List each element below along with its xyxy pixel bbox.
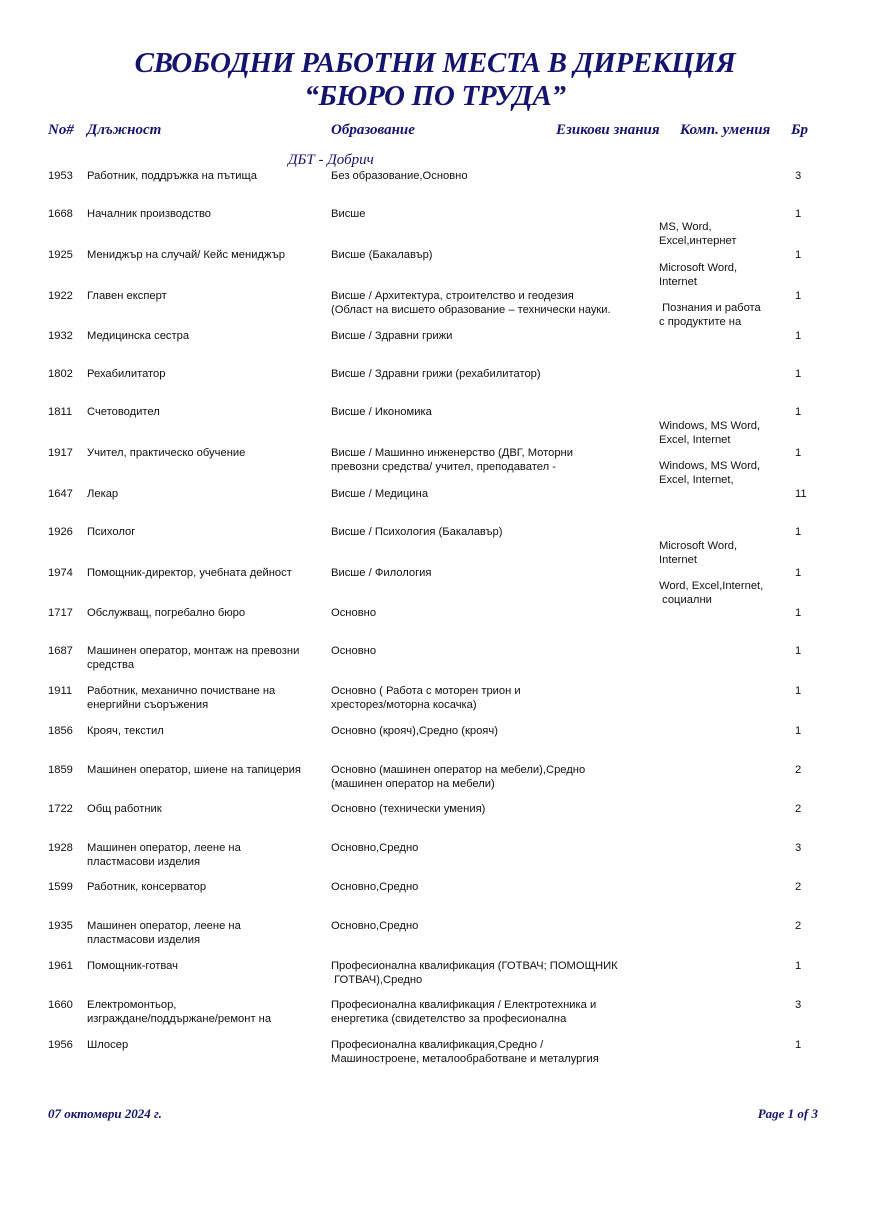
- column-header-count: Бр: [791, 122, 809, 138]
- row-count: 1: [795, 960, 802, 972]
- row-number: 1953: [48, 170, 73, 182]
- row-education: Основно ( Работа с моторен трион и хресторез/моторна косачка): [331, 685, 521, 711]
- row-position: Работник, поддръжка на пътища: [87, 170, 257, 182]
- row-count: 1: [795, 447, 802, 459]
- row-position: Общ работник: [87, 803, 162, 815]
- row-position: Машинен оператор, леене на пластмасови изделия: [87, 920, 241, 946]
- row-position: Началник производство: [87, 208, 212, 220]
- row-position: Мениджър на случай/ Кейс мениджър: [87, 249, 285, 261]
- row-education: Висше / Икономика: [331, 406, 432, 418]
- row-number: 1668: [48, 208, 73, 220]
- footer-date: 07 октомври 2024 г.: [48, 1106, 162, 1121]
- row-number: 1660: [48, 999, 73, 1011]
- row-number: 1811: [48, 406, 73, 418]
- row-number: 1917: [48, 447, 73, 459]
- row-position: Помощник-готвач: [87, 960, 178, 972]
- row-position: Рехабилитатор: [87, 368, 166, 380]
- row-count: 1: [795, 406, 802, 418]
- row-education: Основно: [331, 607, 377, 619]
- row-count: 1: [795, 725, 802, 737]
- row-number: 1911: [48, 685, 73, 697]
- row-position: Крояч, текстил: [87, 725, 164, 737]
- computer-skills-note: Windows, MS Word, Excel, Internet: [659, 420, 761, 446]
- row-position: Психолог: [87, 526, 136, 538]
- row-count: 1: [795, 1039, 802, 1051]
- row-number: 1687: [48, 645, 73, 657]
- row-position: Машинен оператор, монтаж на превозни средства: [87, 645, 300, 671]
- row-position: Работник, консерватор: [87, 881, 207, 893]
- row-position: Електромонтьор, изграждане/поддържане/ремонт на: [87, 999, 272, 1025]
- computer-skills-note: Microsoft Word, Internet: [659, 540, 738, 566]
- row-position: Машинен оператор, шиене на тапицерия: [87, 764, 301, 776]
- footer-page-number: Page 1 of 3: [757, 1106, 818, 1121]
- row-position: Медицинска сестра: [87, 330, 190, 342]
- row-number: 1859: [48, 764, 73, 776]
- row-count: 3: [795, 170, 802, 182]
- row-education: Без образование,Основно: [331, 170, 468, 182]
- row-count: 1: [795, 567, 802, 579]
- column-header-education: Образование: [331, 122, 415, 138]
- page-title-line1: СВОБОДНИ РАБОТНИ МЕСТА В ДИРЕКЦИЯ: [134, 47, 736, 79]
- row-count: 1: [795, 330, 802, 342]
- row-education: Висше / Медицина: [331, 488, 429, 500]
- row-count: 1: [795, 607, 802, 619]
- row-count: 1: [795, 685, 802, 697]
- row-number: 1802: [48, 368, 73, 380]
- row-count: 2: [795, 803, 802, 815]
- row-number: 1599: [48, 881, 73, 893]
- row-education: Висше (Бакалавър): [331, 249, 433, 261]
- row-education: Висше / Филология: [331, 567, 432, 579]
- computer-skills-note: Word, Excel,Internet, социални: [659, 580, 764, 606]
- row-number: 1722: [48, 803, 73, 815]
- row-number: 1932: [48, 330, 73, 342]
- row-education: Основно (крояч),Средно (крояч): [331, 725, 498, 737]
- row-education: Висше / Здравни грижи: [331, 330, 453, 342]
- row-education: Висше / Архитектура, строителство и геодезия (Област на висшето образование – технически науки.: [331, 290, 611, 316]
- row-count: 3: [795, 842, 802, 854]
- row-education: Основно,Средно: [331, 920, 419, 932]
- row-number: 1974: [48, 567, 73, 579]
- row-position: Работник, механично почистване на енергийни съоръжения: [87, 685, 276, 711]
- row-position: Лекар: [87, 488, 119, 500]
- row-position: Машинен оператор, леене на пластмасови изделия: [87, 842, 241, 868]
- row-position: Помощник-директор, учебната дейност: [87, 567, 292, 579]
- row-education: Основно,Средно: [331, 881, 419, 893]
- row-count: 1: [795, 208, 802, 220]
- row-count: 3: [795, 999, 802, 1011]
- row-count: 1: [795, 368, 802, 380]
- row-number: 1647: [48, 488, 73, 500]
- section-title: ДБТ - Добрич: [288, 152, 374, 168]
- column-header-no: No#: [48, 122, 74, 138]
- computer-skills-note: Windows, MS Word, Excel, Internet,: [659, 460, 761, 486]
- computer-skills-note: MS, Word, Excel,интернет: [659, 221, 737, 247]
- row-position: Главен експерт: [87, 290, 167, 302]
- row-number: 1926: [48, 526, 73, 538]
- row-count: 2: [795, 881, 802, 893]
- row-education: Професионална квалификация / Електротехника и енергетика (свидетелство за професионална: [331, 999, 597, 1025]
- page-title-line2: “БЮРО ПО ТРУДА”: [304, 80, 566, 112]
- row-count: 1: [795, 290, 802, 302]
- column-header-computer-skills: Комп. умения: [680, 122, 771, 138]
- row-education: Висше / Психология (Бакалавър): [331, 526, 503, 538]
- computer-skills-note: Познания и работа с продуктите на: [659, 302, 761, 328]
- row-education: Висше: [331, 208, 366, 220]
- row-position: Обслужващ, погребално бюро: [87, 607, 246, 619]
- row-number: 1922: [48, 290, 73, 302]
- computer-skills-note: Microsoft Word, Internet: [659, 262, 738, 288]
- row-number: 1856: [48, 725, 73, 737]
- column-header-languages: Езикови знания: [556, 122, 660, 138]
- row-position: Шлосер: [87, 1039, 129, 1051]
- row-education: Висше / Машинно инженерство (ДВГ, Моторни превозни средства/ учител, преподавател -: [331, 447, 573, 473]
- row-education: Професионална квалификация (ГОТВАЧ; ПОМОЩНИК ГОТВАЧ),Средно: [331, 960, 618, 986]
- row-count: 2: [795, 920, 802, 932]
- row-count: 2: [795, 764, 802, 776]
- row-number: 1961: [48, 960, 73, 972]
- row-education: Професионална квалификация,Средно / Машиностроене, металообработване и металургия: [331, 1039, 599, 1065]
- row-count: 1: [795, 526, 802, 538]
- row-number: 1717: [48, 607, 73, 619]
- column-header-position: Длъжност: [87, 122, 162, 138]
- row-education: Основно (машинен оператор на мебели),Средно (машинен оператор на мебели): [331, 764, 586, 790]
- row-count: 1: [795, 249, 802, 261]
- row-education: Основно,Средно: [331, 842, 419, 854]
- row-count: 1: [795, 645, 802, 657]
- row-education: Основно (технически умения): [331, 803, 486, 815]
- row-education: Основно: [331, 645, 377, 657]
- row-position: Учител, практическо обучение: [87, 447, 246, 459]
- row-number: 1935: [48, 920, 73, 932]
- row-position: Счетоводител: [87, 406, 160, 418]
- row-number: 1956: [48, 1039, 73, 1051]
- row-count: 11: [795, 488, 807, 500]
- row-education: Висше / Здравни грижи (рехабилитатор): [331, 368, 541, 380]
- row-number: 1925: [48, 249, 73, 261]
- row-number: 1928: [48, 842, 73, 854]
